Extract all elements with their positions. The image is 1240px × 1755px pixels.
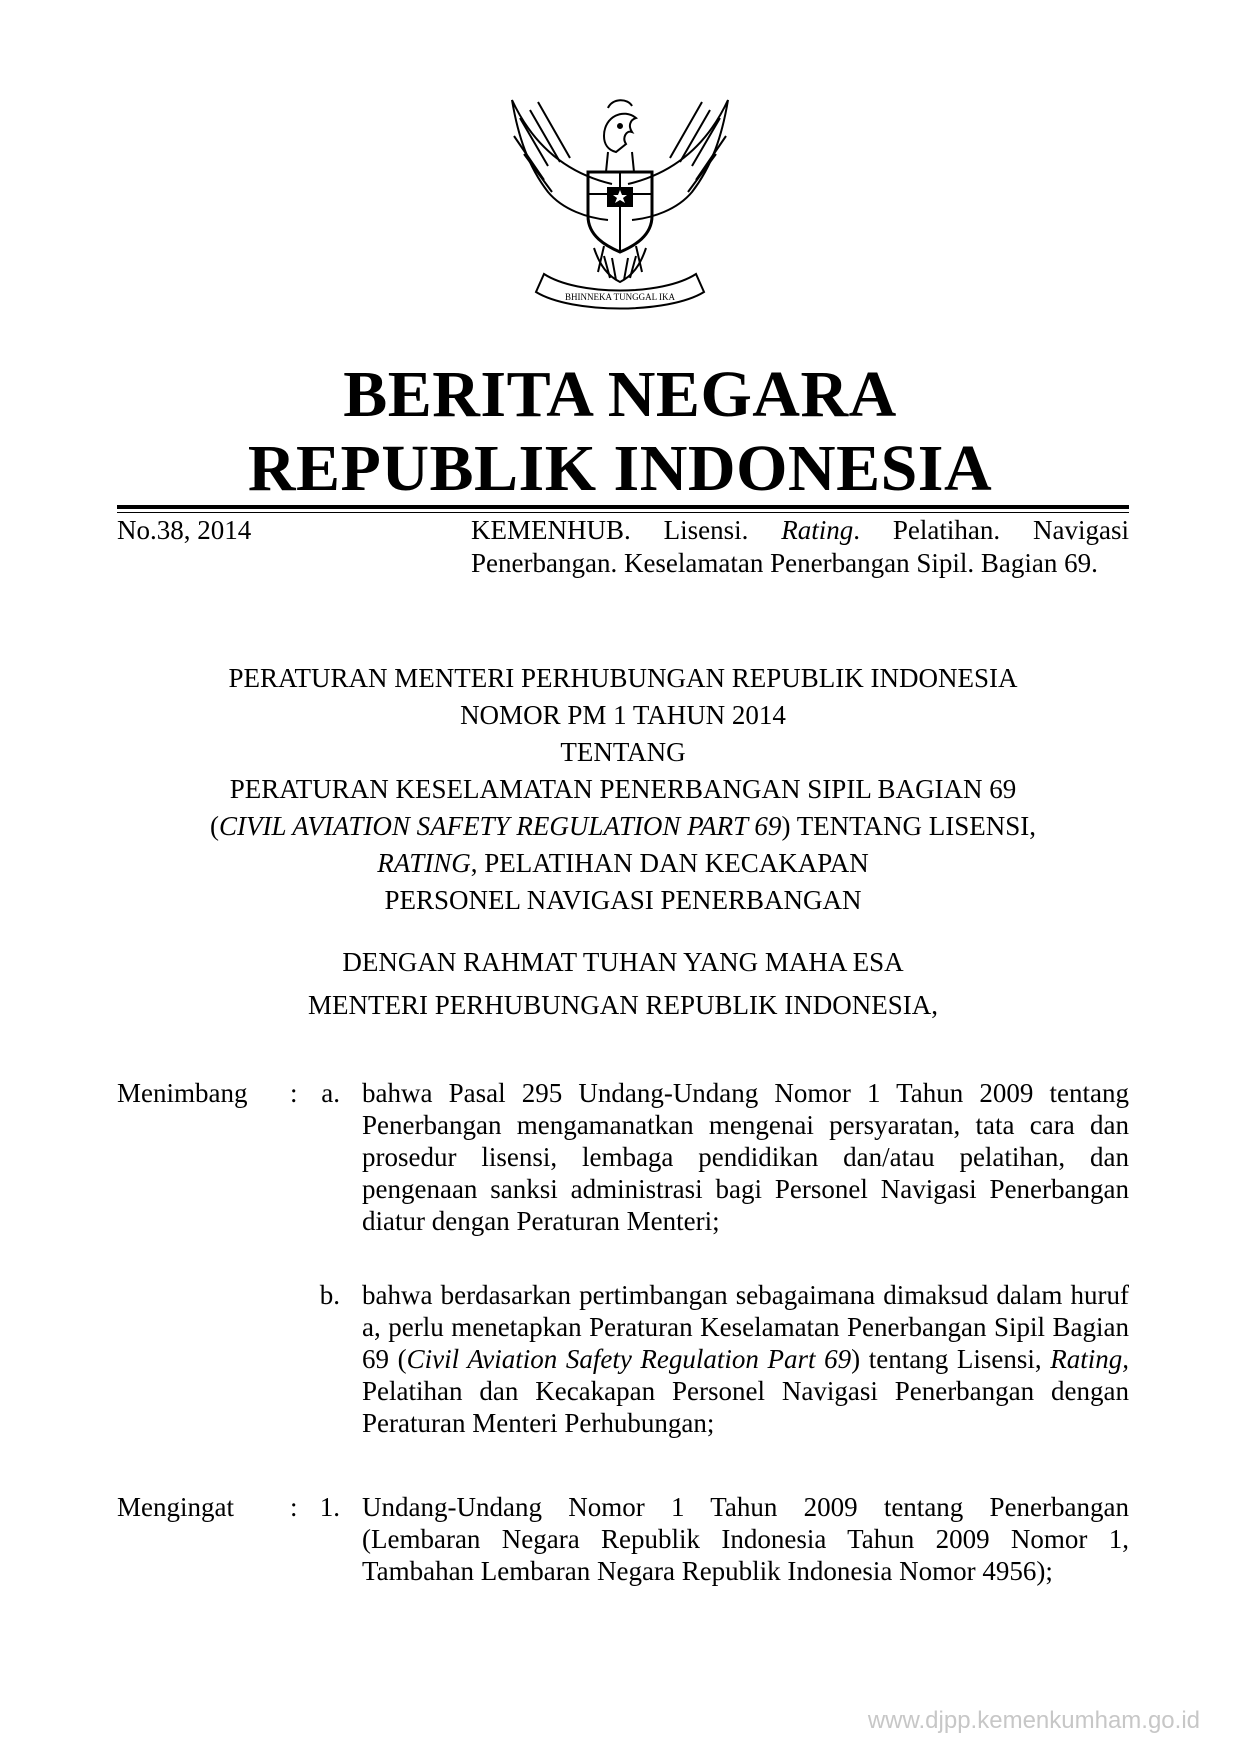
watermark-url: www.djpp.kemenkumham.go.id xyxy=(867,1707,1200,1734)
gazette-number: No.38, 2014 xyxy=(117,515,252,545)
masthead-line-1: BERITA NEGARA xyxy=(343,358,897,431)
title-line: RATING, PELATIHAN DAN KECAKAPAN xyxy=(377,848,869,878)
item-marker: b. xyxy=(319,1280,340,1310)
header-rule-thin xyxy=(117,512,1129,513)
masthead-line-2: REPUBLIK INDONESIA xyxy=(247,432,993,505)
header-rule xyxy=(117,505,1129,509)
mengingat-colon: : xyxy=(290,1492,298,1522)
menimbang-item-a: bahwa Pasal 295 Undang-Undang Nomor 1 Tahun 2009 tentang Penerbangan mengamanatkan mengenai persyaratan, tata cara dan prosedur lisensi, lembaga pendidikan dan/atau pelatihan, dan pengenaan sanksi administrasi bagi Personel Navigasi Penerbangan diatur dengan Peraturan Menteri; xyxy=(362,1078,1129,1236)
svg-text:BHINNEKA TUNGGAL IKA: BHINNEKA TUNGGAL IKA xyxy=(565,292,675,302)
mengingat-item-1: Undang-Undang Nomor 1 Tahun 2009 tentang Penerbangan (Lembaran Negara Republik Indonesia Tahun 2009 Nomor 1, Tambahan Lembaran Negara Republik Indonesia Nomor 4956); xyxy=(362,1492,1129,1586)
regulation-title xyxy=(117,660,1129,919)
mengingat-label: Mengingat xyxy=(117,1492,234,1522)
menimbang-colon: : xyxy=(290,1078,298,1108)
title-line: PERATURAN MENTERI PERHUBUNGAN REPUBLIK INDONESIA xyxy=(228,663,1018,693)
menimbang-item-b: bahwa berdasarkan pertimbangan sebagaimana dimaksud dalam huruf a, perlu menetapkan Peraturan Keselamatan Penerbangan Sipil Bagian 69 (Civil Aviation Safety Regulation Part 69) tentang Lisensi, Rating, Pelatihan dan Kecakapan Personel Navigasi Penerbangan dengan Peraturan Menteri Perhubungan; xyxy=(362,1280,1129,1438)
menimbang-label: Menimbang xyxy=(117,1078,248,1108)
opening-line: DENGAN RAHMAT TUHAN YANG MAHA ESA xyxy=(342,947,904,977)
title-line: (CIVIL AVIATION SAFETY REGULATION PART 69) TENTANG LISENSI, xyxy=(209,811,1036,841)
title-line: TENTANG xyxy=(560,737,686,767)
gazette-summary: KEMENHUB. Lisensi. Rating. Pelatihan. Navigasi Penerbangan. Keselamatan Penerbangan Sipil. Bagian 69. xyxy=(471,515,1129,578)
opening-line: MENTERI PERHUBUNGAN REPUBLIK INDONESIA, xyxy=(308,990,938,1020)
title-line: PERATURAN KESELAMATAN PENERBANGAN SIPIL BAGIAN 69 xyxy=(229,774,1017,804)
opening-clause xyxy=(117,944,1129,1024)
title-line: NOMOR PM 1 TAHUN 2014 xyxy=(460,700,786,730)
item-marker: a. xyxy=(321,1078,340,1108)
item-marker: 1. xyxy=(319,1492,340,1522)
title-line: PERSONEL NAVIGASI PENERBANGAN xyxy=(384,885,862,915)
garuda-emblem-icon xyxy=(508,96,732,318)
